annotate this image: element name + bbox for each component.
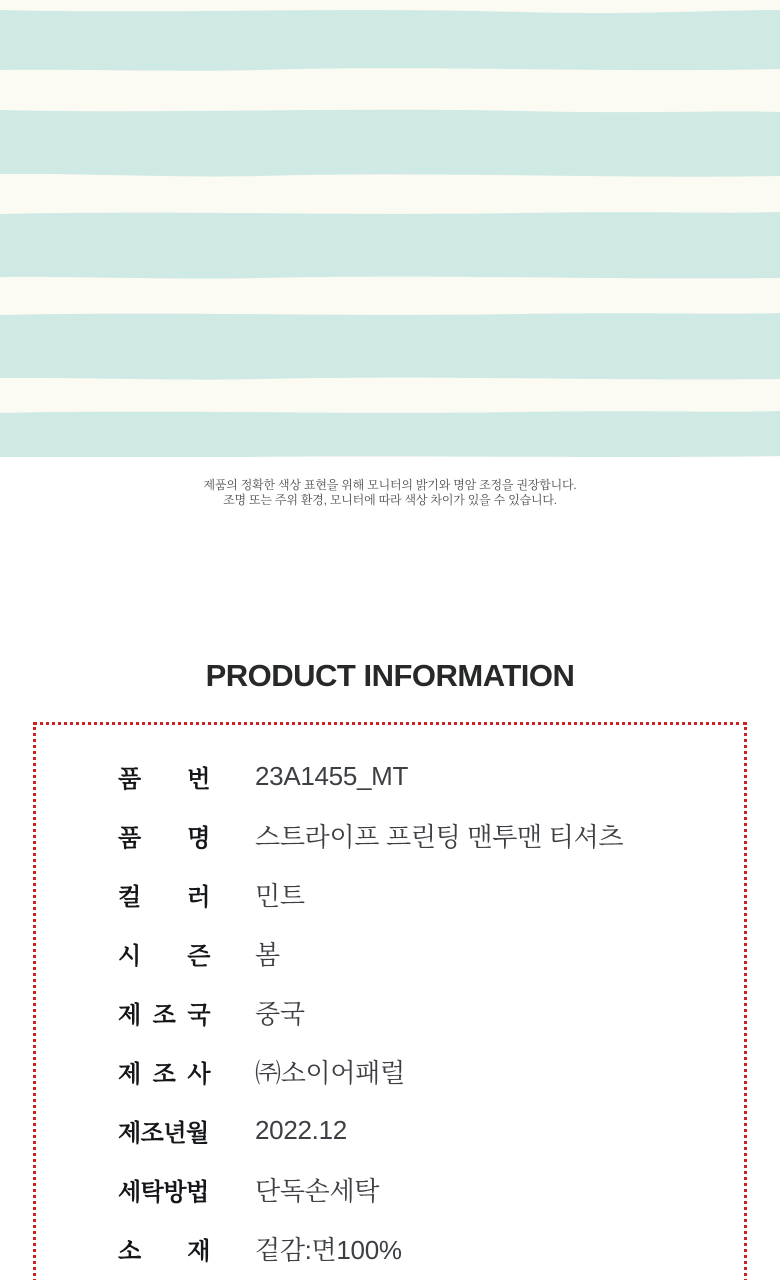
table-row [118,865,724,924]
row-value: 23A1455_MT [255,761,409,791]
color-disclaimer-line-2: 조명 또는 주위 환경, 모니터에 따라 색상 차이가 있을 수 있습니다. [223,493,557,507]
fabric-stripe [0,212,780,279]
row-label: 시 즌 [118,943,210,970]
row-label: 세탁방법 [118,1179,209,1206]
table-row [118,747,724,806]
table-row [118,806,724,865]
row-value: 겉감:면100% [255,1235,402,1265]
row-label: 소 재 [118,1238,210,1265]
table-row [118,983,724,1042]
row-value: 중국 [255,999,305,1029]
table-row [118,1101,724,1160]
fabric-stripe [0,10,780,71]
row-label: 컬 러 [118,884,210,911]
fabric-stripe [0,411,780,457]
color-disclaimer [0,478,780,508]
row-value: 민트 [255,881,305,911]
table-row [118,1042,724,1101]
row-value: 스트라이프 프린팅 맨투맨 티셔츠 [255,822,624,852]
product-info-box [33,722,747,1280]
row-label: 제조년월 [118,1120,209,1147]
row-value: ㈜소이어패럴 [255,1058,405,1088]
fabric-swatch-image [0,0,780,457]
row-label: 품 명 [118,825,210,852]
row-label: 제 조 국 [118,1002,210,1029]
fabric-stripe [0,313,780,380]
table-row [118,924,724,983]
product-information-title: PRODUCT INFORMATION [205,658,575,693]
table-row [118,1219,724,1278]
row-label: 제 조 사 [118,1061,210,1088]
row-value: 봄 [255,940,280,970]
fabric-stripe [0,110,780,177]
color-disclaimer-line-1: 제품의 정확한 색상 표현을 위해 모니터의 밝기와 명암 조정을 권장합니다. [203,478,577,492]
table-row [118,1160,724,1219]
row-value: 2022.12 [255,1115,347,1145]
row-value: 단독손세탁 [255,1176,380,1206]
row-label: 품 번 [118,766,210,793]
